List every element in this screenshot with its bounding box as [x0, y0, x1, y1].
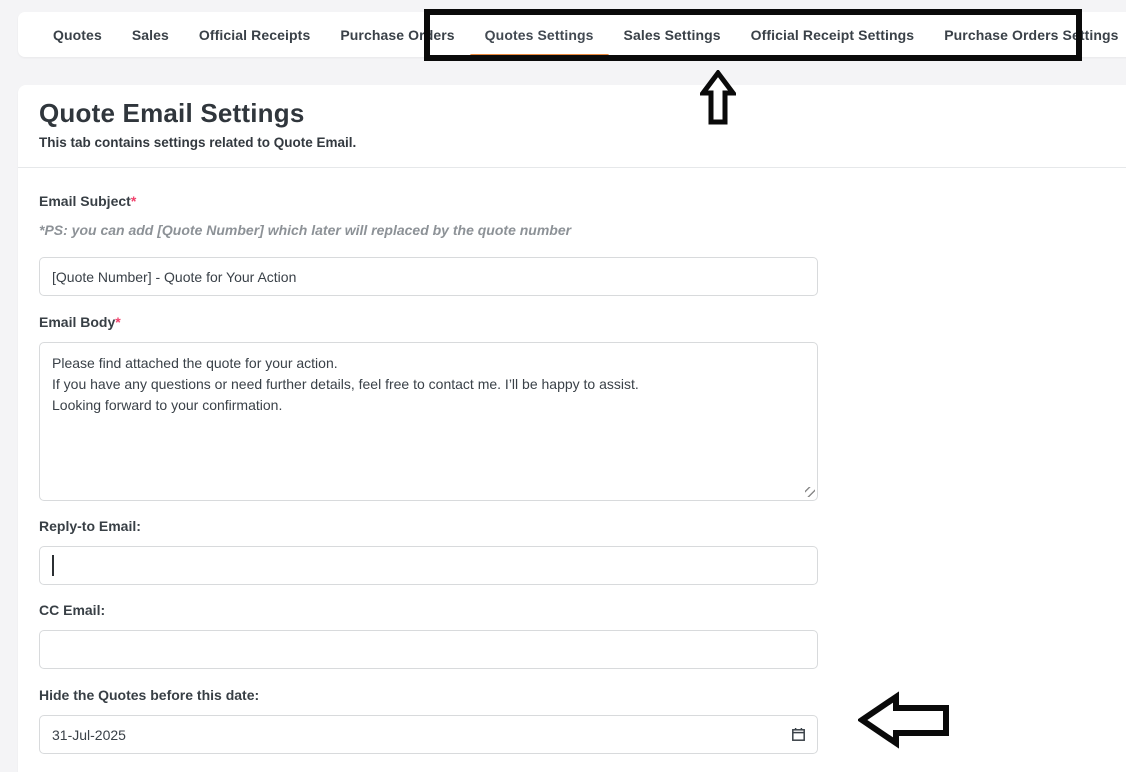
- tab-official-receipts[interactable]: Official Receipts: [198, 26, 311, 43]
- tab-quotes[interactable]: Quotes: [53, 26, 102, 43]
- page-subtitle: This tab contains settings related to Quote Email.: [39, 135, 357, 150]
- hide-quotes-date-input[interactable]: [39, 715, 818, 754]
- card-header: [18, 85, 1126, 168]
- text-cursor-caret: [52, 555, 54, 576]
- required-asterisk: *: [115, 314, 121, 330]
- tab-quotes-settings[interactable]: Quotes Settings: [470, 12, 609, 57]
- email-subject-label-text: Email Subject: [39, 193, 131, 209]
- email-body-label-text: Email Body: [39, 314, 116, 330]
- calendar-icon[interactable]: [791, 727, 806, 742]
- reply-to-email-label: Reply-to Email:: [39, 518, 141, 534]
- email-body-label: [39, 315, 1115, 329]
- page-title: Quote Email Settings: [39, 98, 305, 128]
- settings-content-card: [18, 85, 1126, 772]
- tab-bar: [18, 12, 1126, 57]
- email-subject-hint: *PS: you can add [Quote Number] which later will replaced by the quote number: [39, 222, 572, 238]
- email-subject-input[interactable]: [39, 257, 818, 296]
- tab-official-receipt-settings[interactable]: Official Receipt Settings: [750, 26, 915, 43]
- tab-purchase-orders-settings[interactable]: Purchase Orders Settings: [944, 26, 1119, 43]
- required-asterisk: *: [130, 193, 137, 209]
- cc-email-label: CC Email:: [39, 602, 106, 618]
- tab-purchase-orders[interactable]: Purchase Orders: [340, 26, 455, 43]
- tab-sales-settings[interactable]: Sales Settings: [623, 26, 721, 43]
- email-subject-label: [39, 194, 1115, 208]
- email-body-textarea[interactable]: [39, 342, 818, 501]
- tab-sales[interactable]: Sales: [131, 26, 169, 43]
- hide-quotes-date-label: Hide the Quotes before this date:: [39, 687, 260, 703]
- quote-email-form: [18, 168, 1126, 754]
- cc-email-input[interactable]: [39, 630, 818, 669]
- reply-to-email-input[interactable]: [39, 546, 818, 585]
